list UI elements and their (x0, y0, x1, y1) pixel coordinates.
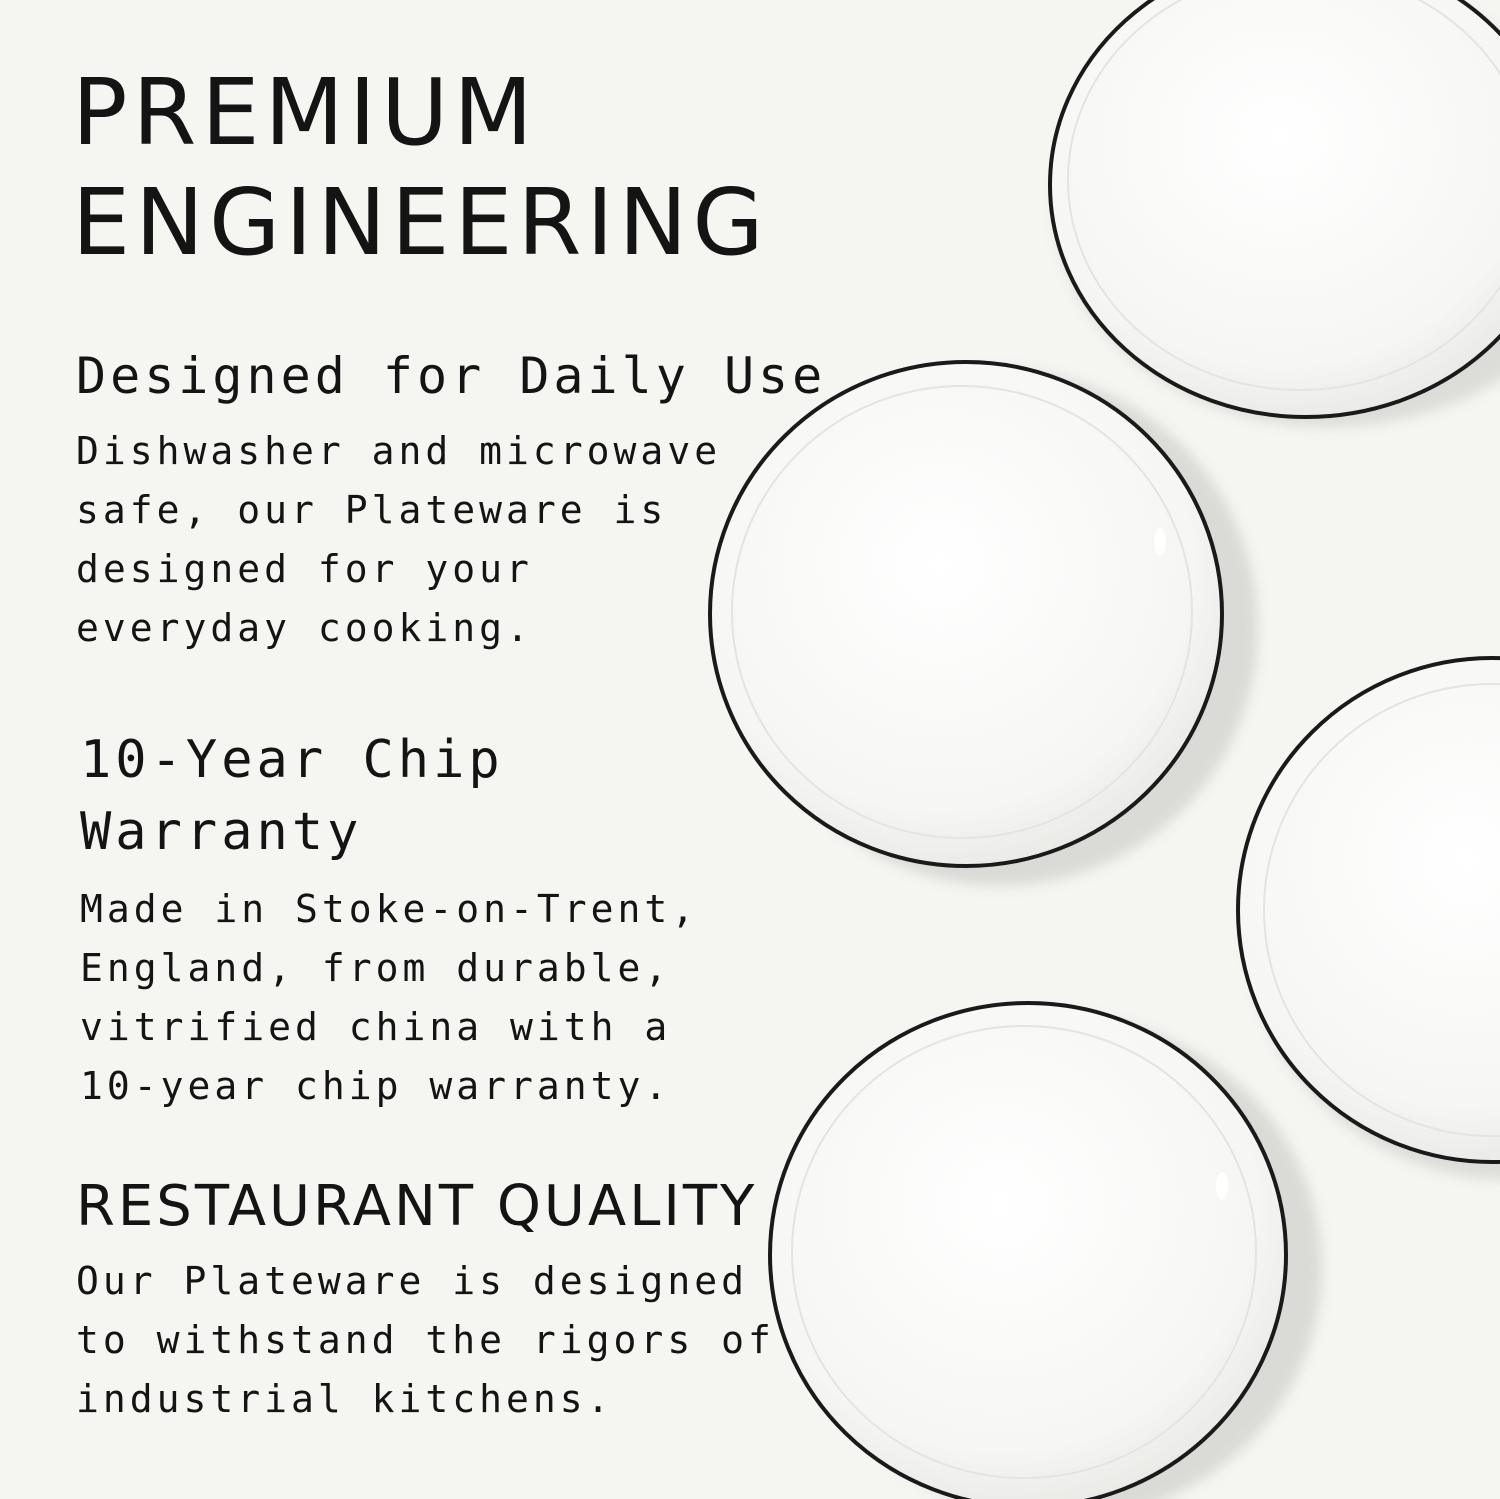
section-body-line: safe, our Plateware is (76, 488, 668, 532)
section-body-line: everyday cooking. (76, 606, 533, 650)
headline (72, 58, 769, 278)
section-body-line: Made in Stoke-on-Trent, (80, 887, 699, 931)
section-heading: RESTAURANT QUALITY (76, 1174, 758, 1239)
section-body (76, 1252, 775, 1429)
section-body (80, 880, 698, 1116)
plate-right (1238, 658, 1500, 1180)
section-body-line: vitrified china with a (80, 1005, 672, 1049)
section-restaurant-quality (76, 1174, 775, 1429)
section-chip-warranty (80, 724, 698, 1116)
section-body-line: Dishwasher and microwave (76, 429, 722, 473)
section-body-line: Our Plateware is designed (76, 1259, 748, 1303)
section-heading-line: Warranty (80, 802, 363, 862)
section-heading: Designed for Daily Use (76, 347, 827, 405)
section-daily-use (76, 344, 826, 658)
plate-bottom (770, 1003, 1322, 1499)
section-body-line: designed for your (76, 547, 533, 591)
section-body-line: England, from durable, (80, 946, 672, 990)
section-body-line: 10-year chip warranty. (80, 1064, 672, 1108)
section-heading-line: 10-Year Chip (80, 730, 504, 790)
headline-line-1: PREMIUM (72, 59, 538, 166)
section-heading (80, 724, 698, 868)
section-body-line: to withstand the rigors of (76, 1318, 775, 1362)
section-body-line: industrial kitchens. (76, 1377, 614, 1421)
plate-top-right (1050, 0, 1500, 427)
headline-line-2: ENGINEERING (72, 169, 769, 276)
section-body (76, 422, 826, 658)
